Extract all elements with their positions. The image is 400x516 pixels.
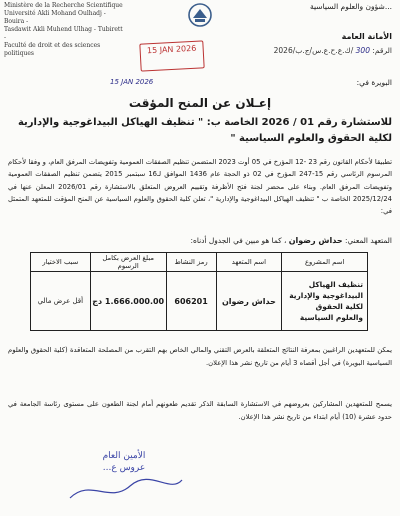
reference-number	[274, 46, 392, 55]
signature-name: عروس ع...	[102, 463, 146, 473]
document-title: إعـلان عن المنح المؤقت	[128, 96, 272, 110]
header-latin-line: Tasdawit Akli Muhend Ulhag - Tubirett -	[4, 26, 123, 41]
document-subtitle: للاستشارة رقم 01 / 2026 الخاصة ب: " تنظيف الهياكل البيداغوجية والإدارية لكلية الحقوق والعلوم السياسية "	[17, 117, 392, 144]
section-title: الأمانة العامة	[341, 32, 392, 41]
table-cell-bidder: حداش رضوان	[216, 272, 282, 331]
appeal-notice: يسمح للمتعهدين المشاركين بعروضهم في الاستشارة السابقة الذكر تقديم طعونهم أمام لجنة الطعون على مستوى رئاسة الجامعة في حدود عشرة (10) أيام ابتداء من تاريخ نشر هذا الإعلان.	[8, 400, 392, 421]
table-row	[31, 272, 368, 331]
winner-line	[190, 236, 392, 245]
header-latin-line: Ministère de la Recherche Scientifique	[4, 2, 123, 9]
table-header-row	[31, 253, 368, 272]
header-latin	[4, 2, 124, 58]
winner-label: المتعهد المعني:	[344, 236, 392, 245]
winner-suffix: ، كما هو مبين في الجدول أدناه:	[190, 236, 287, 245]
university-logo-icon	[187, 2, 213, 28]
header-arabic: ...شؤون والعلوم السياسية	[310, 2, 392, 11]
table-header: رمز النشاط	[166, 253, 216, 272]
signature-title: الأمين العام	[102, 451, 146, 461]
date-label: البويرة في:	[356, 78, 392, 87]
table-header: اسم المتعهد	[216, 253, 282, 272]
reference-label: الرقم:	[372, 46, 392, 55]
table-header: اسم المشروع	[282, 253, 368, 272]
reference-text: /ك.ع.ح.ع.س/ج.ب/2026	[273, 46, 354, 55]
header-latin-line: Faculté de droit et des sciences politiques	[4, 42, 101, 57]
table-cell-reason: أقل عرض مالي	[31, 272, 91, 331]
table-cell-amount: 1.666.000.00 دج	[90, 272, 166, 331]
received-stamp: 15 JAN 2026	[139, 40, 204, 71]
table-header: سبب الاختيار	[31, 253, 91, 272]
header-latin-line: Université Akli Mohand Oulhadj - Bouira -	[4, 10, 106, 25]
table-header: مبلغ العرض بكامل الرسوم	[90, 253, 166, 272]
table-cell-project: تنظيف الهياكل البيداغوجية والإدارية لكلية الحقوق والعلوم السياسية	[282, 272, 368, 331]
winner-name: حداش رضوان	[288, 236, 343, 245]
award-table	[30, 252, 368, 331]
date-handwritten: 15 JAN 2026	[110, 78, 154, 86]
reference-handwritten: 300	[355, 46, 370, 55]
table-cell-activity-code: 606201	[166, 272, 216, 331]
signature-scribble-icon	[60, 468, 190, 508]
results-notice: يمكن للمتعهدين الراغبين بمعرفة النتائج المتعلقة بالعرض التقني والمالي الخاص بهم التقرب من المصلحة المتعاقدة (كلية الحقوق والعلوم السياسية البويرة) في أجل أقصاه 3 أيام من تاريخ نشر هذا الإعلان.	[8, 346, 392, 367]
body-paragraph: تطبيقا لأحكام القانون رقم 23 -12 المؤرخ في 05 أوت 2023 المتضمن تنظيم الصفقات العمومية وتفويضات المرفق العام، و وفقا لأحكام المرسوم الرئاسي رقم 15-247 المؤرخ في 02 ذو الحجة عام 1436 الموافق لـ16 سبتمبر 2015 يتضمن تنظيم الصفقات العمومية وتفويضات المرفق العام. وبناء على محضر لجنة فتح الأظرفة وتقييم العروض المتعلق بالاستشارة رقم 2026/01 المعلن عنها في 2025/12/24 الخاصة ب " تنظيف الهياكل البيداغوجية والإدارية "، تعلن كلية الحقوق والعلوم السياسية عن المنح المؤقت للمتعهد المتمثل في:	[8, 158, 393, 216]
